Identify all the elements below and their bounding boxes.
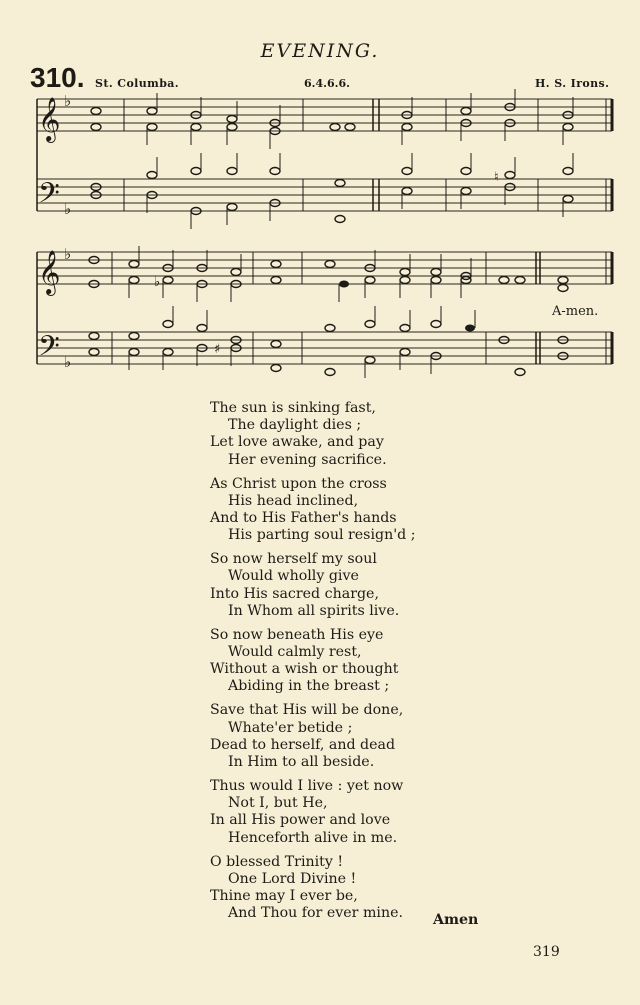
verse-line: The daylight dies ;	[228, 417, 362, 434]
staff-lines	[37, 99, 612, 364]
natural-icon: ♮	[494, 170, 499, 185]
verse-line: So now beneath His eye	[210, 626, 384, 643]
flat-icon: ♭	[64, 92, 72, 110]
clefs	[38, 92, 71, 371]
sharp-icon: ♯	[214, 342, 221, 357]
verse-line: Her evening sacrifice.	[228, 451, 387, 468]
treble-clef-icon: 𝄞	[38, 97, 61, 141]
verse-line: Thus would I live : yet now	[210, 778, 404, 795]
verse-line: One Lord Divine !	[228, 870, 357, 887]
notes	[89, 104, 573, 376]
verse-line: Save that His will be done,	[210, 702, 404, 719]
note-stems	[129, 89, 573, 378]
verse-line: In Him to all beside.	[228, 754, 375, 771]
accidentals	[154, 170, 499, 357]
verse-line: And to His Father's hands	[210, 510, 397, 527]
flat-icon: ♭	[64, 245, 72, 263]
verse-line: Not I, but He,	[228, 795, 328, 812]
stanza	[210, 778, 540, 847]
verse-line: Would wholly give	[228, 568, 359, 585]
amen-text: Amen	[433, 912, 479, 928]
verse-line: O blessed Trinity !	[210, 853, 344, 870]
page-number: 319	[533, 944, 560, 960]
verse-line: Into His sacred charge,	[210, 585, 379, 602]
music-notation	[0, 0, 640, 390]
verse-line: His parting soul resign'd ;	[228, 527, 416, 544]
verse-line: Henceforth alive in me.	[228, 829, 398, 846]
flat-icon: ♭	[64, 353, 72, 371]
flat-icon: ♭	[154, 275, 161, 290]
verse-line: Whate'er betide ;	[228, 719, 353, 736]
verse-line: In Whom all spirits live.	[228, 602, 400, 619]
verse-line: As Christ upon the cross	[210, 475, 387, 492]
hymn-text	[210, 400, 540, 929]
verse-line: And Thou for ever mine.	[228, 905, 403, 922]
verse-line: Dead to herself, and dead	[210, 736, 396, 753]
stanza	[210, 400, 540, 469]
verse-line: The sun is sinking fast,	[210, 400, 376, 416]
stanza	[210, 702, 540, 771]
tune-name: St. Columba.	[95, 77, 180, 90]
meter: 6.4.6.6.	[304, 77, 350, 90]
bass-clef-icon: 𝄢	[38, 330, 60, 370]
stanza	[210, 476, 540, 545]
composer: H. S. Irons.	[535, 77, 610, 90]
bass-clef-icon: 𝄢	[38, 177, 60, 217]
verse-line: So now herself my soul	[210, 551, 377, 568]
verse-line: Thine may I ever be,	[210, 888, 358, 905]
stanza	[210, 854, 540, 923]
barlines	[37, 99, 612, 364]
verse-line: Let love awake, and pay	[210, 434, 384, 451]
verse-line: Abiding in the breast ;	[228, 678, 390, 695]
verse-line: Would calmly rest,	[228, 644, 362, 661]
flat-icon: ♭	[64, 200, 72, 218]
verse-line: His head inclined,	[228, 492, 359, 509]
verse-line: Without a wish or thought	[210, 661, 399, 678]
amen-label: A-men.	[552, 304, 599, 319]
stanza	[210, 551, 540, 620]
hymn-number: 310.	[30, 62, 85, 93]
filled-notes	[339, 281, 475, 332]
verse-line: In all His power and love	[210, 812, 391, 829]
section-title: EVENING.	[260, 40, 380, 62]
stanza	[210, 627, 540, 696]
treble-clef-icon: 𝄞	[38, 250, 61, 294]
